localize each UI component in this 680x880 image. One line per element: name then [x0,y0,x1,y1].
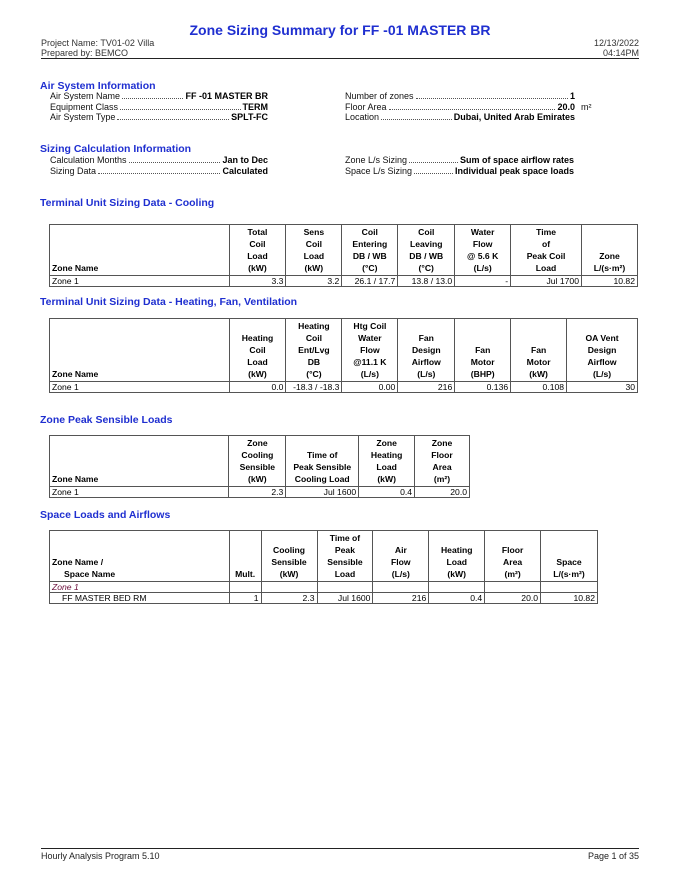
info-value: Individual peak space loads [454,165,574,176]
header-line: (°C) [418,263,434,273]
header-line: @11.1 K [353,357,387,367]
column-header [415,436,470,487]
header-line: (L/s) [360,369,379,379]
project-name: Project Name: TV01-02 Villa [41,38,155,48]
header-line: Cooling Load [294,474,350,484]
table-cell: 3.3 [229,276,286,287]
header-line: of [541,239,551,249]
header-line [584,238,635,250]
table-cell: 10.82 [582,276,638,287]
header-line: OA Vent [585,333,619,343]
column-header [50,531,230,582]
header-line: Heating [241,333,274,343]
info-value: Calculated [222,165,268,176]
header-line: Space Name [64,569,116,579]
dot-leader [389,103,556,110]
header-line [513,320,564,332]
header-line [264,532,315,544]
header-line: Heating [440,545,473,555]
header-line: Zone [431,438,453,448]
header-line: Sensible [239,462,276,472]
column-header [567,319,638,382]
header-line: (m²) [433,474,451,484]
column-header [50,319,230,382]
table-cell: 216 [398,382,455,393]
header-line: Zone Name [52,263,99,273]
header-line [52,532,227,544]
space-heading: Space Loads and Airflows [40,509,171,521]
dot-leader [98,167,220,174]
header-line [232,544,259,556]
header-line: Load [535,263,557,273]
header-line: Floor [431,450,453,460]
column-header [541,531,598,582]
table-cell: 10.82 [541,593,598,604]
header-line: Ent/Lvg [298,345,330,355]
header-line [52,320,227,332]
table-row [50,593,598,604]
info-label: Calculation Months [50,155,127,165]
column-header [229,531,261,582]
header-line: Coil [249,239,266,249]
table-cell: Jul 1600 [317,593,373,604]
table-cell: 20.0 [415,487,470,498]
header-line: DB / WB [352,251,387,261]
header-line [400,320,452,332]
header-line: Total [247,227,268,237]
header-line: Time [536,227,556,237]
header-line: Coil [249,345,266,355]
header-line: Floor [501,545,524,555]
column-header [229,319,286,382]
header-line: (kW) [248,263,267,273]
column-header [511,225,582,276]
dot-leader [381,113,452,120]
header-line: Load [247,357,268,367]
table-cell: Zone 1 [50,382,230,393]
header-line: Airflow [587,357,617,367]
column-header [50,436,229,487]
info-value: Jan to Dec [222,155,268,165]
column-header [398,319,455,382]
header-line: Load [334,569,356,579]
header-line: (L/s) [592,369,612,379]
table-cell: 0.4 [359,487,415,498]
dot-leader [117,113,229,120]
header-line: Flow [472,239,493,249]
info-row [345,91,595,101]
dot-leader [414,167,453,174]
header-line: Htg Coil [353,321,387,331]
table-cell: -18.3 / -18.3 [286,382,342,393]
header-line: (kW) [529,369,548,379]
cooling-table [49,224,638,287]
column-header [261,531,317,582]
header-line: (L/s) [417,369,436,379]
table-row [50,487,470,498]
header-line: (kW) [304,263,324,273]
header-line: Sens [303,227,325,237]
column-header [373,531,429,582]
header-line: Water [358,333,382,343]
table-cell: 216 [373,593,429,604]
column-header [429,531,485,582]
header-line: Cooling [273,545,306,555]
header-line: Sensible [327,557,363,567]
info-row [345,102,595,112]
header-line: DB [307,357,321,367]
header-line: Motor [470,357,495,367]
table-cell: 1 [229,593,261,604]
header-line [52,356,227,368]
header-line [569,320,635,332]
info-row [50,102,268,112]
header-line: Peak [334,545,355,555]
table-cell [261,582,317,593]
header-line: Fan [418,333,434,343]
info-row [50,112,268,122]
table-cell: Jul 1600 [286,487,359,498]
header-line [543,532,595,544]
header-line: Fan [530,345,547,355]
header-line: Peak Sensible [293,462,352,472]
header-line: Zone Name / [52,557,104,567]
header-line [52,238,227,250]
header-line: Area [503,557,523,567]
table-cell: 2.3 [229,487,286,498]
info-unit: m² [581,101,592,112]
dot-leader [122,92,183,99]
footer-divider [41,848,639,849]
header-line: Design [587,345,617,355]
header-line: Heating [370,450,403,460]
column-header [359,436,415,487]
header-line: Load [376,462,397,472]
column-header [317,531,373,582]
zone-group-label: Zone 1 [50,582,230,593]
info-row [50,166,268,176]
cooling-heading: Terminal Unit Sizing Data - Cooling [40,197,215,209]
info-row [345,166,574,176]
info-value: TERM [242,101,268,112]
report-date: 12/13/2022 [593,38,639,48]
peak-heading: Zone Peak Sensible Loads [40,414,173,426]
header-line: Peak Coil [526,251,566,261]
header-line: L/(s·m²) [553,569,585,579]
header-line: Entering [352,239,388,249]
heating-heading: Terminal Unit Sizing Data - Heating, Fan, Ventilation [40,296,298,308]
table-cell: Zone 1 [50,487,229,498]
info-label: Air System Name [50,91,121,101]
dot-leader [409,156,458,163]
column-header [485,531,541,582]
header-line: Mult. [235,569,256,579]
report-time: 04:14PM [602,48,639,58]
header-line [431,532,482,544]
header-line: Air [394,545,407,555]
header-line: Zone [599,251,620,261]
header-line: Zone Name [52,474,99,484]
header-line [52,250,227,262]
header-line [52,449,226,461]
header-line [52,226,227,238]
header-line: (kW) [447,569,467,579]
header-line: Flow [391,557,411,567]
header-line [52,544,227,556]
table-cell: 0.136 [455,382,511,393]
header-line: (kW) [248,474,267,484]
header-line: (°C) [306,369,322,379]
header-line: Heating [298,321,330,331]
header-line: (kW) [248,369,267,379]
header-line [584,226,635,238]
info-label: Air System Type [50,112,116,122]
header-line: Cooling [241,450,274,460]
header-line [52,437,226,449]
table-cell [485,582,541,593]
column-header [286,225,342,276]
info-label: Sizing Data [50,165,97,176]
header-line: L/(s·m²) [593,263,626,273]
table-row [50,382,638,393]
column-header [286,319,342,382]
header-line: Coil [305,333,323,343]
prepared-by: Prepared by: BEMCO [41,48,129,58]
header-line: Time of [307,450,338,460]
table-cell [317,582,373,593]
column-header [286,436,359,487]
table-cell: - [455,276,511,287]
header-line [375,532,426,544]
info-value: FF -01 MASTER BR [185,91,268,101]
header-line [487,532,538,544]
header-line: (kW) [279,569,299,579]
header-line: Fan [475,345,491,355]
header-line: (BHP) [470,369,495,379]
header-line: Coil [305,239,322,249]
header-line [232,556,259,568]
info-label: Equipment Class [50,101,119,112]
space-table [49,530,598,604]
header-line: (°C) [362,263,378,273]
header-line [52,332,227,344]
info-value: 1 [569,91,575,101]
column-header [229,225,286,276]
page-number: Page 1 of 35 [587,851,639,861]
column-header [50,225,230,276]
table-cell: 0.0 [229,382,286,393]
table-cell [229,582,261,593]
info-row [345,112,595,122]
column-header [455,225,511,276]
table-cell [373,582,429,593]
table-cell: 13.8 / 13.0 [398,276,455,287]
header-line [52,344,227,356]
info-value: 20.0 [557,101,575,112]
table-cell: 2.3 [261,593,317,604]
column-header [342,225,398,276]
column-header [511,319,567,382]
header-divider [41,58,639,59]
header-line: (L/s) [473,263,492,273]
header-line [543,544,595,556]
info-value: SPLT-FC [231,112,268,122]
header-line: Zone [376,438,397,448]
info-row [50,155,268,165]
table-cell: 3.2 [286,276,342,287]
header-line: DB / WB [409,251,444,261]
program-name: Hourly Analysis Program 5.10 [41,851,160,861]
header-line [288,437,356,449]
table-cell: Zone 1 [50,276,230,287]
table-cell: 0.108 [511,382,567,393]
air-system-heading: Air System Information [40,80,156,92]
dot-leader [129,156,221,163]
column-header [455,319,511,382]
header-line: Area [432,462,452,472]
header-line: Design [411,345,441,355]
info-value: Sum of space airflow rates [459,155,574,165]
header-line: Load [247,251,268,261]
column-header [229,436,286,487]
header-line: (kW) [377,474,396,484]
header-line: Flow [360,345,380,355]
peak-table [49,435,470,498]
header-line [232,320,284,332]
header-line [513,332,564,344]
report-title: Zone Sizing Summary for FF -01 MASTER BR [189,22,491,38]
header-line: (L/s) [391,569,410,579]
header-line: Leaving [409,239,443,249]
dot-leader [120,103,240,110]
zone-group-row [50,582,598,593]
header-line: @ 5.6 K [467,251,499,261]
table-row [50,276,638,287]
column-header [398,225,455,276]
header-line: Zone Name [52,369,99,379]
header-line: Time of [329,533,361,543]
dot-leader [416,92,568,99]
info-label: Location [345,112,380,122]
table-cell: Jul 1700 [511,276,582,287]
header-line: Load [446,557,467,567]
table-cell: 20.0 [485,593,541,604]
header-line: Motor [526,357,551,367]
table-cell: FF MASTER BED RM [50,593,230,604]
info-label: Number of zones [345,91,414,101]
info-label: Floor Area [345,101,387,112]
header-line: Sensible [271,557,307,567]
table-cell: 0.4 [429,593,485,604]
info-value: Dubai, United Arab Emirates [453,112,575,122]
table-cell [429,582,485,593]
column-header [582,225,638,276]
sizing-calc-heading: Sizing Calculation Information [40,143,192,155]
header-line: Load [303,251,325,261]
heating-table [49,318,638,393]
info-row [50,91,268,101]
header-line: Zone [247,438,268,448]
header-line: Coil [361,227,378,237]
header-line: Space [556,557,582,567]
info-label: Space L/s Sizing [345,165,413,176]
header-line [232,532,259,544]
header-line [52,461,226,473]
table-cell: 26.1 / 17.7 [342,276,398,287]
info-label: Zone L/s Sizing [345,155,408,165]
header-line: Coil [418,227,435,237]
header-line [457,320,508,332]
table-cell [541,582,598,593]
table-cell: 30 [567,382,638,393]
column-header [342,319,398,382]
header-line: Airflow [411,357,441,367]
header-line: Water [470,227,495,237]
table-cell: 0.00 [342,382,398,393]
header-line: (m²) [504,569,521,579]
info-row [345,155,574,165]
header-line [457,332,508,344]
